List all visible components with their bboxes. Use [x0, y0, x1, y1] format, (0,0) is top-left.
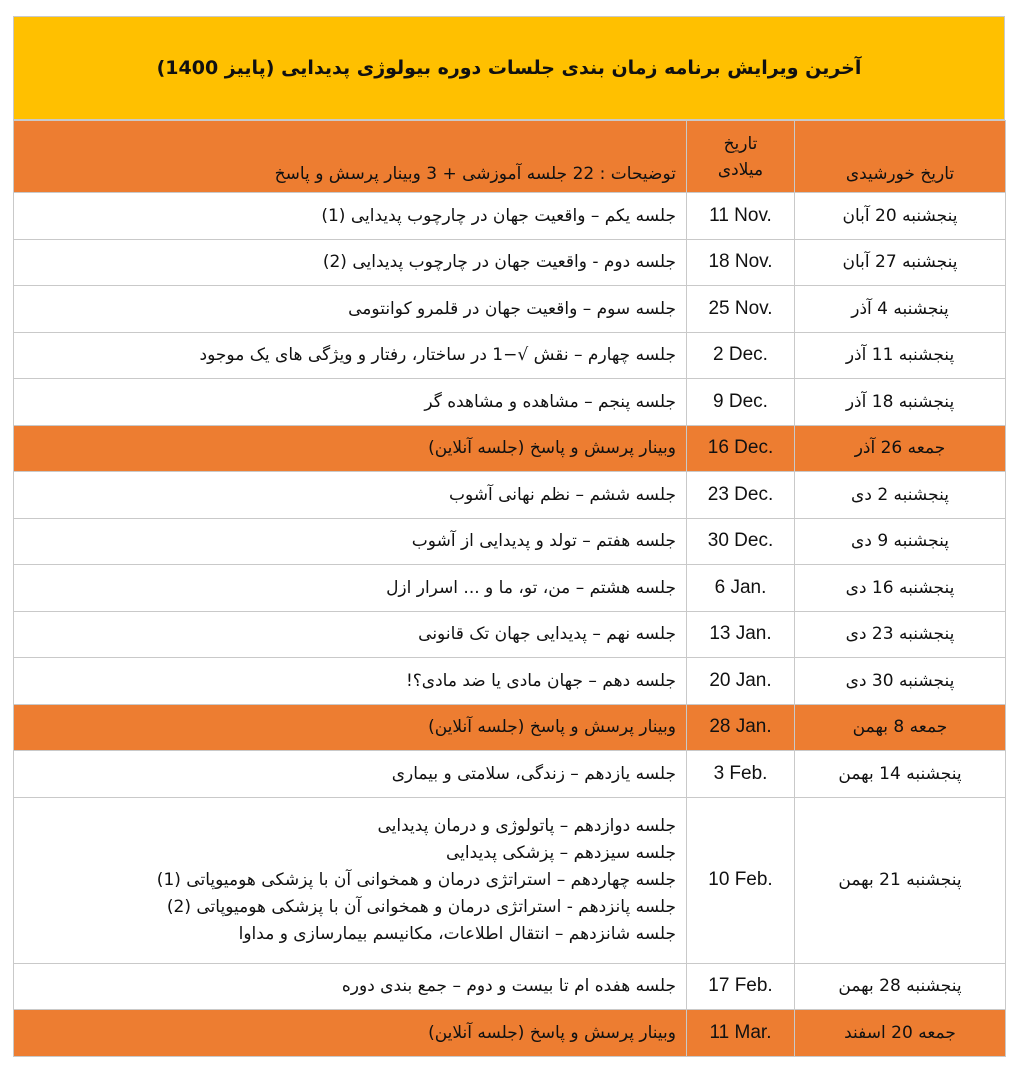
webinar-row	[14, 704, 1006, 751]
header-gregorian-line1: تاریخ	[723, 133, 758, 154]
session-description: جلسه پانزدهم - استراتژی درمان و همخوانی آن با پزشکی هومیوپاتی (2)	[166, 896, 676, 917]
header-description: توضیحات : 22 جلسه آموزشی + 3 وبینار پرسش و پاسخ	[14, 121, 687, 193]
gregorian-date: 17 Feb.	[708, 975, 773, 997]
gregorian-date-cell	[687, 239, 795, 286]
gregorian-date-cell	[687, 425, 795, 472]
gregorian-date-cell	[687, 286, 795, 333]
session-row	[14, 518, 1006, 565]
shamsi-date-cell: پنجشنبه 9 دی	[795, 518, 1006, 565]
description-cell	[14, 565, 687, 612]
session-row	[14, 658, 1006, 705]
description-cell	[14, 797, 687, 963]
description-cell	[14, 704, 687, 751]
gregorian-date: 25 Nov.	[708, 297, 773, 319]
gregorian-date: 3 Feb.	[713, 762, 768, 784]
gregorian-date-cell	[687, 658, 795, 705]
session-description: جلسه سیزدهم – پزشکی پدیدایی	[446, 842, 676, 863]
gregorian-date: 16 Dec.	[707, 437, 774, 459]
gregorian-date: 11 Mar.	[709, 1021, 772, 1043]
session-row	[14, 286, 1006, 333]
description-cell	[14, 379, 687, 426]
gregorian-date: 13 Jan.	[709, 623, 772, 645]
description-cell	[14, 658, 687, 705]
schedule-sheet	[13, 16, 1005, 1057]
gregorian-date: 9 Dec.	[713, 390, 768, 412]
description-cell	[14, 239, 687, 286]
gregorian-date: 30 Dec.	[707, 530, 774, 552]
gregorian-date-cell	[687, 1010, 795, 1057]
session-description: جلسه هفتم – تولد و پدیدایی از آشوب	[411, 531, 676, 552]
shamsi-date-cell: پنجشنبه 2 دی	[795, 472, 1006, 519]
shamsi-date-cell: پنجشنبه 30 دی	[795, 658, 1006, 705]
gregorian-date-cell	[687, 379, 795, 426]
session-description: جلسه یازدهم – زندگی، سلامتی و بیماری	[391, 763, 676, 784]
gregorian-date: 18 Nov.	[708, 251, 773, 273]
session-description: جلسه هشتم – من، تو، ما و ... اسرار ازل	[386, 577, 676, 598]
description-cell	[14, 472, 687, 519]
session-description: جلسه دوازدهم – پاتولوژی و درمان پدیدایی	[377, 815, 676, 836]
description-cell	[14, 425, 687, 472]
shamsi-date-cell: پنجشنبه 4 آذر	[795, 286, 1006, 333]
session-row	[14, 565, 1006, 612]
session-description: وبینار پرسش و پاسخ (جلسه آنلاین)	[428, 1022, 676, 1043]
gregorian-date-cell	[687, 963, 795, 1010]
session-description: جلسه نهم – پدیدایی جهان تک قانونی	[418, 624, 676, 645]
session-description: جلسه شانزدهم – انتقال اطلاعات، مکانیسم بیمارسازی و مداوا	[238, 923, 676, 944]
gregorian-date-cell	[687, 704, 795, 751]
gregorian-date-cell	[687, 611, 795, 658]
shamsi-date-cell: پنجشنبه 16 دی	[795, 565, 1006, 612]
session-description: جلسه دوم - واقعیت جهان در چارچوب پدیدایی (2)	[322, 252, 676, 273]
gregorian-date-cell	[687, 751, 795, 798]
shamsi-date-cell: پنجشنبه 11 آذر	[795, 332, 1006, 379]
session-description: جلسه سوم – واقعیت جهان در قلمرو کوانتومی	[348, 298, 676, 319]
header-gregorian-line2: میلادی	[717, 159, 764, 180]
gregorian-date-cell	[687, 565, 795, 612]
title-band	[13, 16, 1005, 120]
gregorian-date-cell	[687, 193, 795, 240]
session-row	[14, 797, 1006, 963]
shamsi-date-cell: پنجشنبه 27 آبان	[795, 239, 1006, 286]
description-cell	[14, 611, 687, 658]
webinar-row	[14, 1010, 1006, 1057]
description-cell	[14, 193, 687, 240]
shamsi-date-cell: پنجشنبه 28 بهمن	[795, 963, 1006, 1010]
description-cell	[14, 751, 687, 798]
session-row	[14, 239, 1006, 286]
gregorian-date: 6 Jan.	[714, 576, 767, 598]
gregorian-date-cell	[687, 472, 795, 519]
shamsi-date-cell: پنجشنبه 23 دی	[795, 611, 1006, 658]
header-shamsi: تاریخ خورشیدی	[795, 121, 1006, 193]
description-cell	[14, 1010, 687, 1057]
session-row	[14, 611, 1006, 658]
session-description: وبینار پرسش و پاسخ (جلسه آنلاین)	[428, 717, 676, 738]
session-description: وبینار پرسش و پاسخ (جلسه آنلاین)	[428, 438, 676, 459]
session-row	[14, 963, 1006, 1010]
session-row	[14, 193, 1006, 240]
session-description: جلسه چهارم – نقش √−1 در ساختار، رفتار و ویژگی های یک موجود	[199, 345, 676, 366]
page-title: آخرین ویرایش برنامه زمان بندی جلسات دوره بیولوژی پدیدایی (پاییز 1400)	[156, 57, 862, 79]
description-cell	[14, 518, 687, 565]
description-cell	[14, 332, 687, 379]
schedule-table	[13, 120, 1006, 1057]
session-row	[14, 472, 1006, 519]
webinar-row	[14, 425, 1006, 472]
shamsi-date-cell: جمعه 8 بهمن	[795, 704, 1006, 751]
session-description: جلسه پنجم – مشاهده و مشاهده گر	[424, 391, 676, 412]
session-description: جلسه یکم – واقعیت جهان در چارچوب پدیدایی (1)	[321, 205, 676, 226]
gregorian-date: 2 Dec.	[713, 344, 768, 366]
description-cell	[14, 963, 687, 1010]
shamsi-date-cell: پنجشنبه 18 آذر	[795, 379, 1006, 426]
header-row	[14, 121, 1006, 193]
session-row	[14, 379, 1006, 426]
gregorian-date: 28 Jan.	[709, 716, 772, 738]
shamsi-date-cell: پنجشنبه 21 بهمن	[795, 797, 1006, 963]
session-description: جلسه چهاردهم – استراتژی درمان و همخوانی آن با پزشکی هومیوپاتی (1)	[156, 869, 676, 890]
session-description: جلسه هفده ام تا بیست و دوم – جمع بندی دوره	[341, 976, 676, 997]
gregorian-date-cell	[687, 332, 795, 379]
header-gregorian	[687, 121, 795, 193]
shamsi-date-cell: جمعه 26 آذر	[795, 425, 1006, 472]
description-cell	[14, 286, 687, 333]
gregorian-date: 10 Feb.	[708, 869, 773, 890]
gregorian-date: 23 Dec.	[707, 483, 774, 505]
session-description: جلسه ششم – نظم نهانی آشوب	[448, 484, 676, 505]
gregorian-date-cell	[687, 797, 795, 963]
gregorian-date: 20 Jan.	[709, 669, 772, 691]
shamsi-date-cell: پنجشنبه 20 آبان	[795, 193, 1006, 240]
shamsi-date-cell: جمعه 20 اسفند	[795, 1010, 1006, 1057]
gregorian-date-cell	[687, 518, 795, 565]
session-row	[14, 332, 1006, 379]
session-description: جلسه دهم – جهان مادی یا ضد مادی؟!	[405, 670, 676, 691]
shamsi-date-cell: پنجشنبه 14 بهمن	[795, 751, 1006, 798]
gregorian-date: 11 Nov.	[709, 204, 772, 226]
session-row	[14, 751, 1006, 798]
